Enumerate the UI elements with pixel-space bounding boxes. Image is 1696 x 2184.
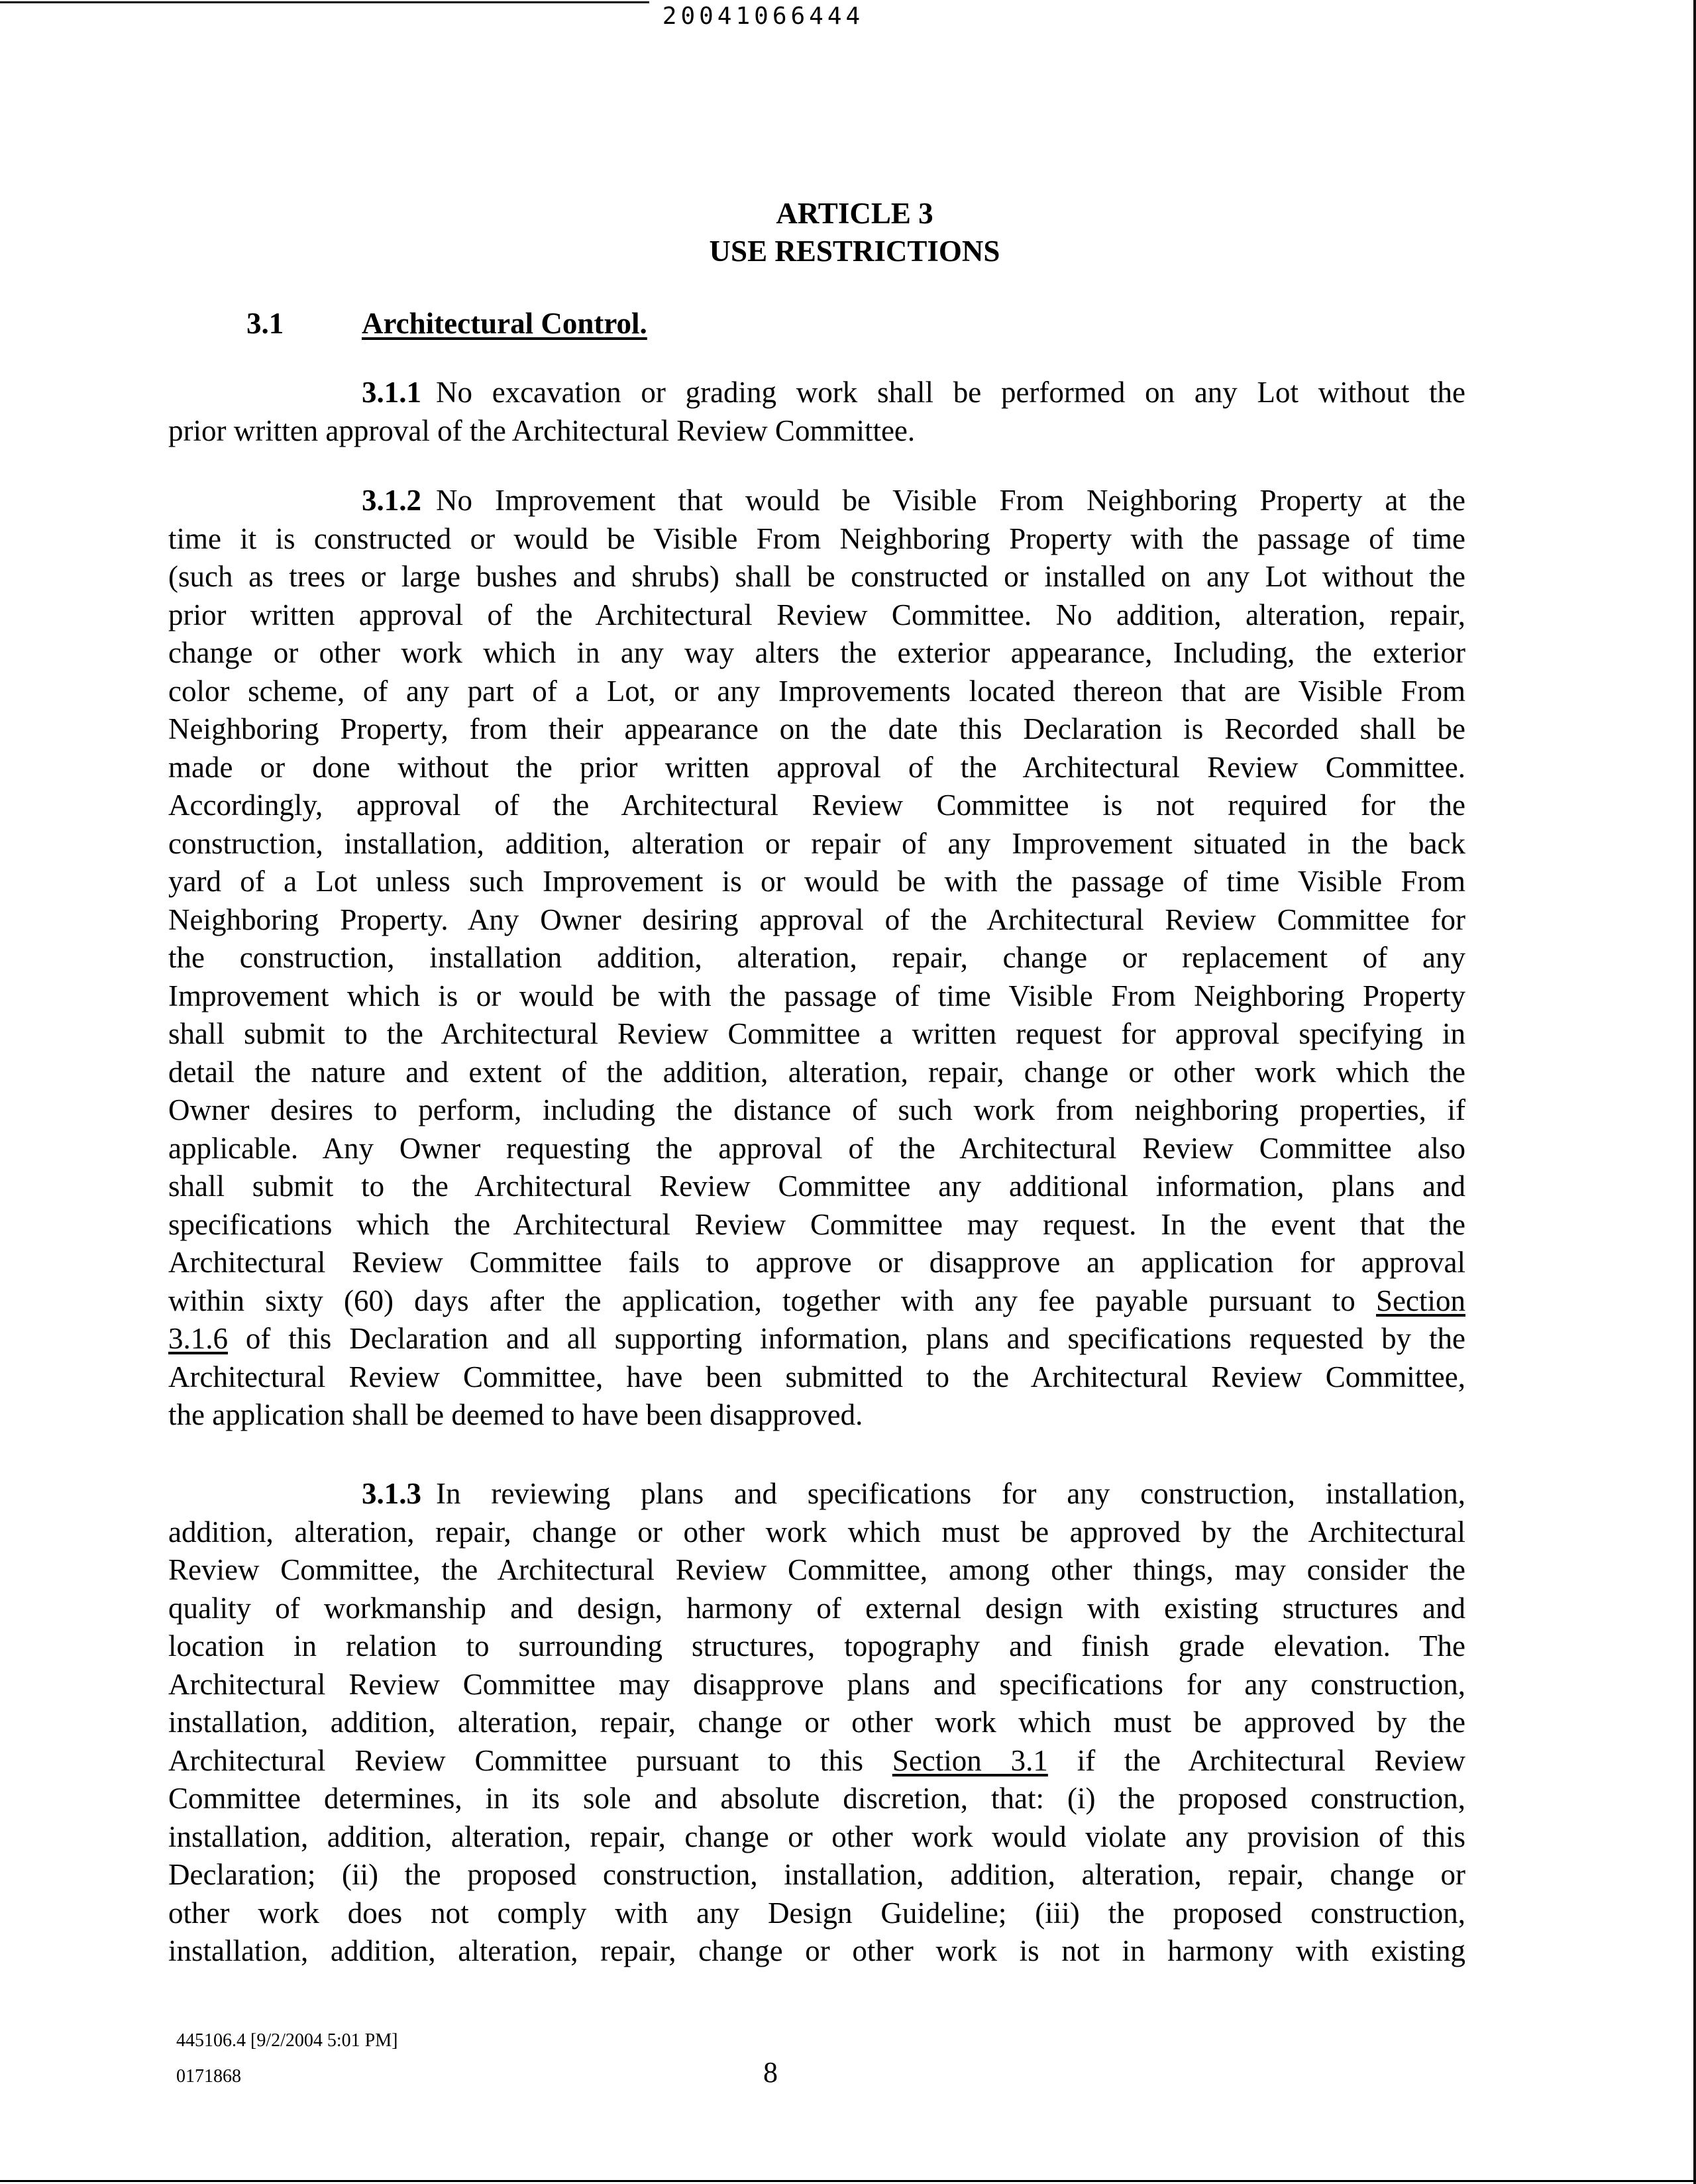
paragraph-line: addition, alteration, repair, change or other work which must be approved by the Architectural bbox=[168, 1515, 1465, 1549]
paragraph-line: specifications which the Architectural Review Committee may request. In the event that the bbox=[168, 1207, 1465, 1241]
paragraph-line: installation, addition, alteration, repair, change or other work which must be approved by the bbox=[168, 1706, 1465, 1739]
document-id: 445106.4 [9/2/2004 5:01 PM] bbox=[176, 2030, 398, 2051]
paragraph-line: 3.1.2 No Improvement that would be Visible From Neighboring Property at the bbox=[362, 484, 1465, 517]
paragraph-line: construction, installation, addition, alteration or repair of any Improvement situated in the back bbox=[168, 826, 1465, 860]
section-reference-link[interactable]: Section 3.1 bbox=[892, 1743, 1048, 1777]
paragraph-line: 3.1.1 No excavation or grading work shall be performed on any Lot without the bbox=[362, 376, 1465, 409]
paragraph-line: detail the nature and extent of the addition, alteration, repair, change or other work which the bbox=[168, 1055, 1465, 1089]
section-title: Architectural Control. bbox=[362, 307, 647, 340]
paragraph-line: Accordingly, approval of the Architectural Review Committee is not required for the bbox=[168, 789, 1465, 822]
section-reference-link[interactable]: 3.1.6 bbox=[168, 1322, 228, 1355]
paragraph-line: Neighboring Property, from their appearance on the date this Declaration is Recorded shall be bbox=[168, 712, 1465, 745]
paragraph-number: 3.1.3 bbox=[362, 1477, 421, 1510]
paragraph-3-1-3 bbox=[168, 1475, 1465, 1971]
paragraph-line: (such as trees or large bushes and shrubs) shall be constructed or installed on any Lot without the bbox=[168, 560, 1465, 593]
paragraph-line: Architectural Review Committee pursuant to this Section 3.1 if the Architectural Review bbox=[168, 1743, 1465, 1777]
paragraph-line: shall submit to the Architectural Review Committee any additional information, plans and bbox=[168, 1170, 1465, 1203]
paragraph-line: Architectural Review Committee fails to approve or disapprove an application for approval bbox=[168, 1246, 1465, 1279]
paragraph-line: applicable. Any Owner requesting the approval of the Architectural Review Committee also bbox=[168, 1131, 1465, 1165]
paragraph-line: made or done without the prior written approval of the Architectural Review Committee. bbox=[168, 750, 1465, 784]
section-number: 3.1 bbox=[246, 307, 284, 340]
paragraph-line: other work does not comply with any Design Guideline; (iii) the proposed construction, bbox=[168, 1896, 1465, 1930]
paragraph-line: the construction, installation addition, alteration, repair, change or replacement of any bbox=[168, 941, 1465, 974]
paragraph-3-1-2 bbox=[168, 482, 1465, 1435]
paragraph-line: Declaration; (ii) the proposed construction, installation, addition, alteration, repair, change or bbox=[168, 1858, 1465, 1891]
paragraph-line: Neighboring Property. Any Owner desiring approval of the Architectural Review Committee for bbox=[168, 902, 1465, 936]
scan-edge-bottom bbox=[0, 2180, 1696, 2182]
paragraph-line: Architectural Review Committee may disapprove plans and specifications for any construction, bbox=[168, 1667, 1465, 1701]
paragraph-line: shall submit to the Architectural Review Committee a written request for approval specifying in bbox=[168, 1017, 1465, 1050]
paragraph-line: prior written approval of the Architectural Review Committee. No addition, alteration, repair, bbox=[168, 598, 1465, 631]
paragraph-line: installation, addition, alteration, repair, change or other work is not in harmony with existing bbox=[168, 1934, 1465, 1967]
paragraph-line: color scheme, of any part of a Lot, or any Improvements located thereon that are Visible From bbox=[168, 674, 1465, 708]
paragraph-number: 3.1.2 bbox=[362, 484, 421, 517]
scan-edge-right bbox=[1693, 0, 1696, 2184]
article-number: ARTICLE 3 bbox=[776, 197, 933, 230]
paragraph-number: 3.1.1 bbox=[362, 376, 421, 409]
section-reference-link[interactable]: Section bbox=[1376, 1283, 1465, 1317]
paragraph-line: change or other work which in any way alters the exterior appearance, Including, the exterior bbox=[168, 636, 1465, 669]
paragraph-line: Review Committee, the Architectural Review Committee, among other things, may consider the bbox=[168, 1553, 1465, 1586]
paragraph-line: quality of workmanship and design, harmony of external design with existing structures and bbox=[168, 1591, 1465, 1625]
paragraph-line: 3.1.3 In reviewing plans and specifications for any construction, installation, bbox=[362, 1477, 1465, 1510]
paragraph-line: time it is constructed or would be Visible From Neighboring Property with the passage of time bbox=[168, 521, 1465, 555]
paragraph-line: Owner desires to perform, including the distance of such work from neighboring properties, if bbox=[168, 1093, 1465, 1126]
paragraph-line: Improvement which is or would be with the passage of time Visible From Neighboring Property bbox=[168, 979, 1465, 1012]
paragraph-line: location in relation to surrounding structures, topography and finish grade elevation. The bbox=[168, 1629, 1465, 1663]
paragraph-line: prior written approval of the Architectural Review Committee. bbox=[168, 413, 916, 447]
file-number: 0171868 bbox=[176, 2066, 241, 2087]
page-number: 8 bbox=[763, 2056, 778, 2089]
paragraph-line: installation, addition, alteration, repair, change or other work would violate any provision of this bbox=[168, 1820, 1465, 1853]
article-title: USE RESTRICTIONS bbox=[709, 235, 1000, 268]
recording-number: 20041066444 bbox=[662, 3, 865, 30]
paragraph-3-1-1 bbox=[168, 374, 1465, 450]
paragraph-line: the application shall be deemed to have been disapproved. bbox=[168, 1398, 863, 1431]
paragraph-line: Committee determines, in its sole and absolute discretion, that: (i) the proposed construction, bbox=[168, 1782, 1465, 1815]
paragraph-line: Architectural Review Committee, have been submitted to the Architectural Review Committee, bbox=[168, 1360, 1465, 1393]
paragraph-line: within sixty (60) days after the application, together with any fee payable pursuant to Section bbox=[168, 1283, 1465, 1317]
paragraph-line: yard of a Lot unless such Improvement is or would be with the passage of time Visible From bbox=[168, 865, 1465, 898]
paragraph-line: 3.1.6 of this Declaration and all supporting information, plans and specifications requested by the bbox=[168, 1322, 1465, 1355]
